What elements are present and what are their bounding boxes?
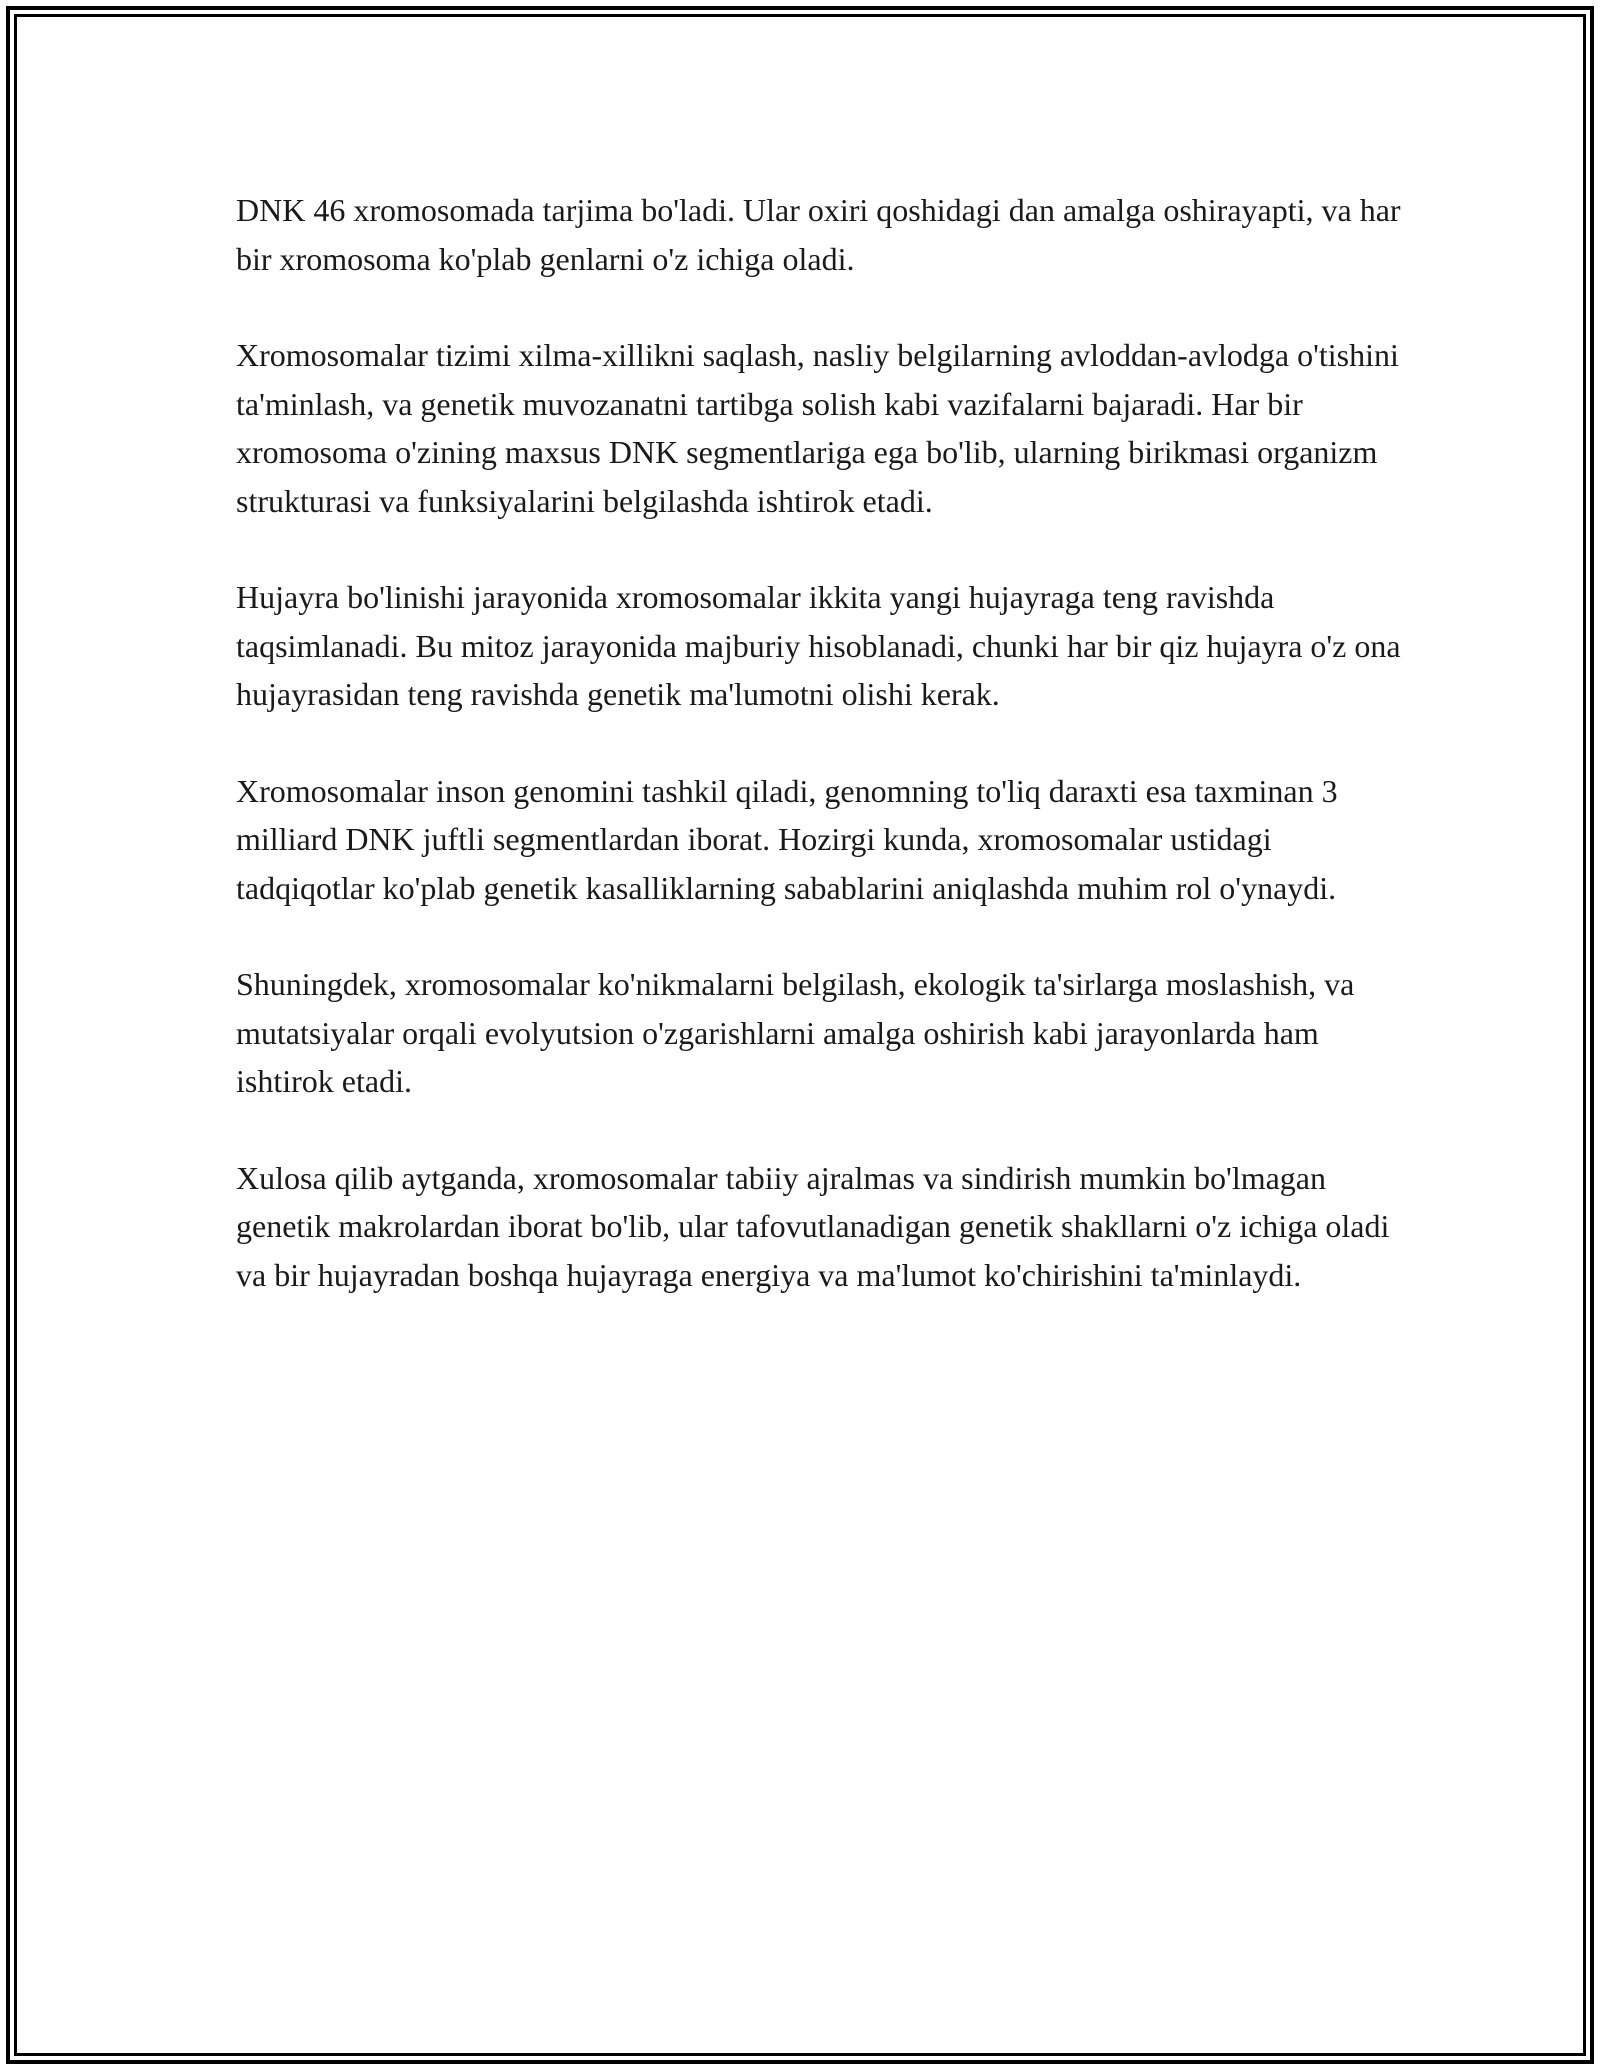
paragraph-6: Xulosa qilib aytganda, xromosomalar tabiiy ajralmas va sindirish mumkin bo'lmagan genetik makrolardan iborat bo'lib, ular tafovutlanadigan genetik shakllarni o'z ichiga oladi va bir hujayradan boshqa hujayraga energiya va ma'lumot ko'chirishini ta'minlaydi. [236,1159,1390,1293]
paragraph-5: Shuningdek, xromosomalar ko'nikmalarni belgilash, ekologik ta'sirlarga moslashish, va mutatsiyalar orqali evolyutsion o'zgarishlarni amalga oshirish kabi jarayonlarda ham ishtirok etadi. [236,966,1355,1099]
paragraph-2: Xromosomalar tizimi xilma-xillikni saqlash, nasliy belgilarning avloddan-avlodga o'tishini ta'minlash, va genetik muvozanatni tartibga solish kabi vazifalarni bajaradi. Har bir xromosoma o'zining maxsus DNK segmentlariga ega bo'lib, ularning birikmasi organizm strukturasi va funksiyalarini belgilashda ishtirok etadi. [236,337,1399,519]
paragraph-4: Xromosomalar inson genomini tashkil qiladi, genomning to'liq daraxti esa taxminan 3 milliard DNK juftli segmentlardan iborat. Hozirgi kunda, xromosomalar ustidagi tadqiqotlar ko'plab genetik kasalliklarning sabablarini aniqlashda muhim rol o'ynaydi. [236,772,1338,906]
document-body [236,186,1416,1299]
paragraph-1: DNK 46 xromosomada tarjima bo'ladi. Ular oxiri qoshidagi dan amalga oshirayapti, va har bir xromosoma ko'plab genlarni o'z ichiga oladi. [236,192,1401,277]
paragraph-3: Hujayra bo'linishi jarayonida xromosomalar ikkita yangi hujayraga teng ravishda taqsimlanadi. Bu mitoz jarayonida majburiy hisoblanadi, chunki har bir qiz hujayra o'z ona hujayrasidan teng ravishda genetik ma'lumotni olishi kerak. [236,579,1401,712]
